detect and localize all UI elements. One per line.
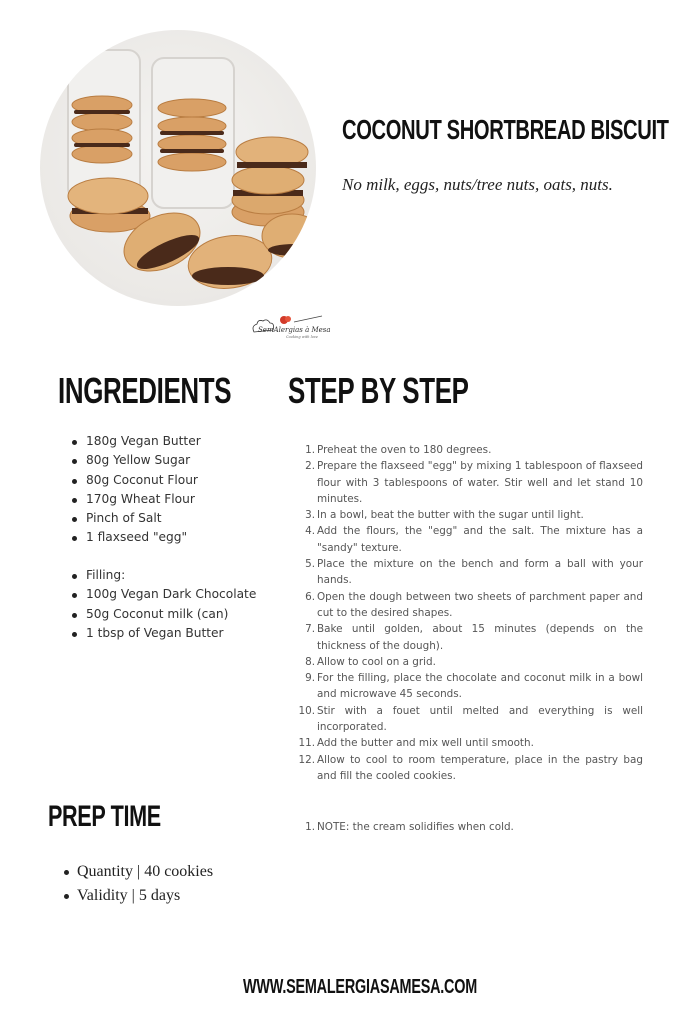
step-item: [300, 752, 643, 785]
note-text: NOTE: the cream solidifies when cold.: [317, 821, 514, 833]
step-number: 12.: [298, 753, 315, 766]
logo-text: SemAlergias à Mesa: [258, 326, 331, 334]
list-item: 1 flaxseed "egg": [72, 528, 201, 547]
step-item: [300, 442, 643, 458]
website-url[interactable]: WWW.SEMALERGIASAMESA.COM: [243, 976, 478, 998]
steps-list: [300, 442, 643, 784]
logo-tagline: Cooking with love: [286, 335, 318, 339]
prep-heading: PREP TIME: [48, 800, 161, 833]
list-item: 80g Coconut Flour: [72, 471, 201, 490]
step-item: [300, 507, 643, 523]
step-item: [300, 670, 643, 703]
step-text: Stir with a fouet until melted and everything is well incorporated.: [317, 704, 643, 734]
step-item: [300, 735, 643, 751]
list-item: 100g Vegan Dark Chocolate: [72, 585, 256, 604]
step-item: [300, 654, 643, 670]
list-item: 50g Coconut milk (can): [72, 605, 256, 624]
step-text: Place the mixture on the bench and form a ball with your hands.: [317, 558, 643, 587]
step-text: For the filling, place the chocolate and coconut milk in a bowl and microwave 45 seconds.: [317, 672, 643, 701]
step-text: Open the dough between two sheets of parchment paper and cut to the desired shapes.: [317, 590, 643, 619]
step-number: 7.: [305, 623, 315, 636]
step-number: 11.: [298, 737, 315, 750]
prep-list: [64, 860, 213, 908]
step-item: [300, 523, 643, 556]
list-item: 1 tbsp of Vegan Butter: [72, 624, 256, 643]
note-item: [300, 819, 643, 835]
list-item: Validity | 5 days: [64, 884, 213, 908]
allergen-subtitle: No milk, eggs, nuts/tree nuts, oats, nuts.: [342, 175, 613, 194]
ingredients-list: [72, 432, 201, 548]
step-text: Allow to cool to room temperature, place in the pastry bag and fill the cooled cookies.: [317, 753, 643, 782]
ingredients-heading: INGREDIENTS: [58, 370, 232, 411]
step-item: [300, 556, 643, 589]
step-number: 6.: [305, 590, 315, 603]
step-text: Allow to cool on a grid.: [317, 655, 436, 668]
brand-logo: [250, 312, 330, 342]
step-text: Add the flours, the "egg" and the salt. The mixture has a "sandy" texture.: [317, 525, 643, 554]
list-item: Filling:: [72, 566, 256, 585]
step-number: 5.: [305, 558, 315, 571]
step-number: 2.: [305, 460, 315, 473]
step-item: [300, 621, 643, 654]
step-text: Bake until golden, about 15 minutes (depends on the thickness of the dough).: [317, 623, 643, 652]
filling-list: [72, 566, 256, 643]
list-item: 180g Vegan Butter: [72, 432, 201, 451]
list-item: 80g Yellow Sugar: [72, 451, 201, 470]
list-item: Quantity | 40 cookies: [64, 860, 213, 884]
step-number: 10.: [298, 704, 315, 717]
list-item: Pinch of Salt: [72, 509, 201, 528]
steps-heading: STEP BY STEP: [288, 370, 469, 411]
step-item: [300, 458, 643, 507]
list-item: 170g Wheat Flour: [72, 490, 201, 509]
step-text: Preheat the oven to 180 degrees.: [317, 444, 492, 456]
step-text: In a bowl, beat the butter with the sugar until light.: [317, 509, 584, 522]
note-list: [300, 819, 643, 835]
note-number: 1.: [305, 821, 315, 833]
step-number: 9.: [305, 672, 315, 685]
step-number: 8.: [305, 655, 315, 668]
page-title: COCONUT SHORTBREAD BISCUIT: [342, 114, 669, 145]
cookies-photo: [40, 30, 316, 306]
step-number: 1.: [305, 444, 315, 456]
step-text: Prepare the flaxseed "egg" by mixing 1 tablespoon of flaxseed flour with 3 tablespoons of water. Stir well and let stand 10 minutes.: [317, 460, 643, 505]
step-number: 4.: [305, 525, 315, 538]
step-text: Add the butter and mix well until smooth.: [317, 737, 534, 750]
step-item: [300, 589, 643, 622]
step-number: 3.: [305, 509, 315, 522]
step-item: [300, 703, 643, 736]
cookies-illustration: [40, 30, 316, 306]
